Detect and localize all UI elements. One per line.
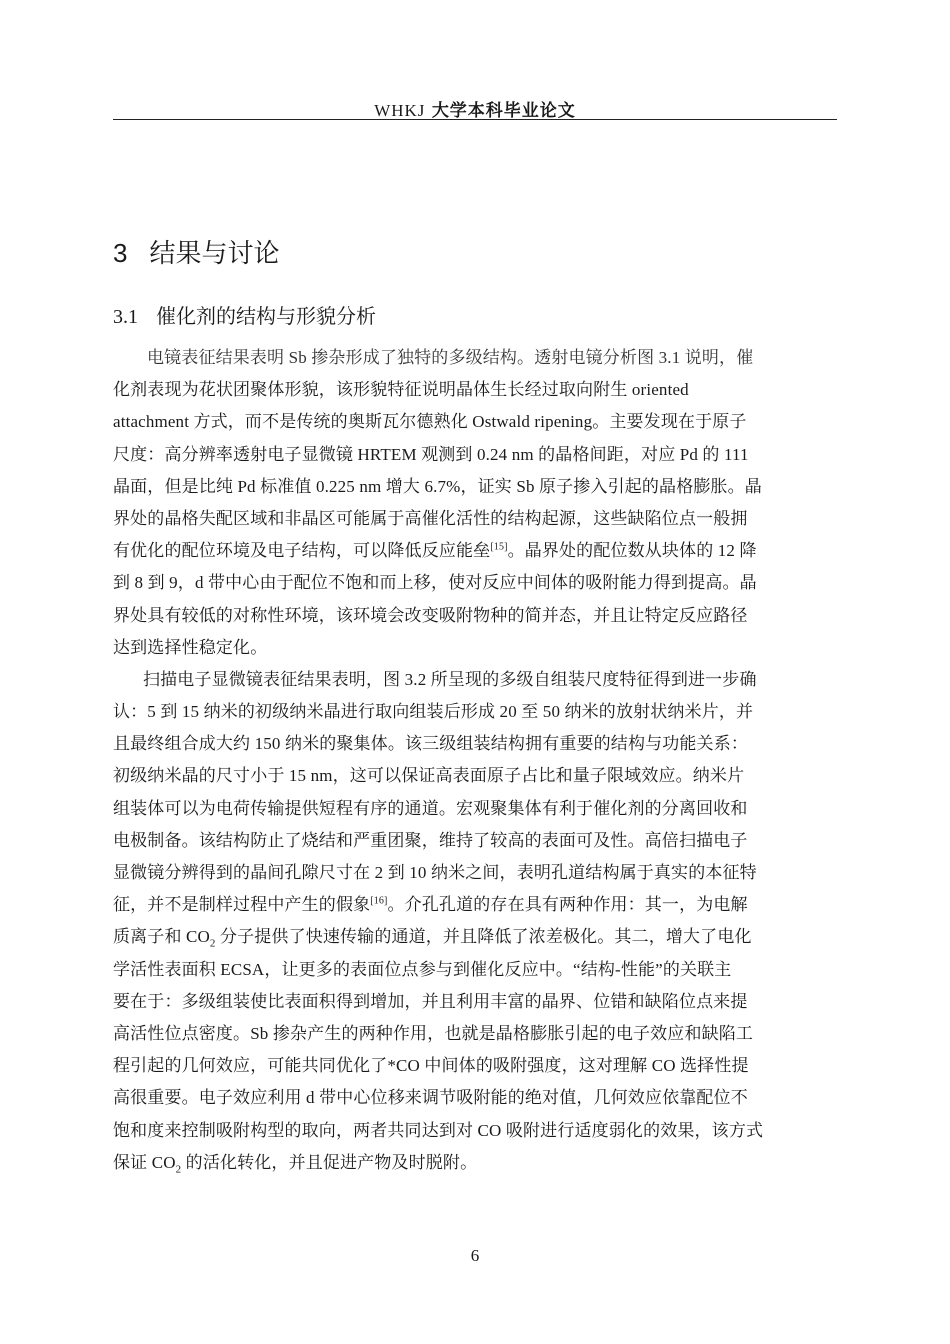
text-line: 界处的晶格失配区域和非晶区可能属于高催化活性的结构起源，这些缺陷位点一般拥 bbox=[113, 508, 748, 528]
subscript: 2 bbox=[175, 1163, 182, 1176]
text-line: 认：5 到 15 纳米的初级纳米晶进行取向组装后形成 20 至 50 纳米的放射状纳米片，并 bbox=[113, 702, 754, 722]
text-line: 扫描电子显微镜表征结果表明，图 3.2 所呈现的多级自组装尺度特征得到进一步确 bbox=[143, 669, 757, 689]
header-rule bbox=[113, 119, 837, 120]
text-line: 要在于：多级组装使比表面积得到增加，并且利用丰富的晶界、位错和缺陷位点来提 bbox=[113, 991, 748, 1011]
chapter-number: 3 bbox=[113, 238, 128, 268]
section-heading bbox=[113, 300, 376, 329]
text-line: 尺度：高分辨率透射电子显微镜 HRTEM 观测到 0.24 nm 的晶格间距，对应 Pd 的 111 bbox=[113, 444, 749, 464]
text-line: 电极制备。该结构防止了烧结和严重团聚，维持了较高的表面可及性。高倍扫描电子 bbox=[113, 830, 748, 850]
text-line: 学活性表面积 ECSA，让更多的表面位点参与到催化反应中。“结构-性能”的关联主 bbox=[113, 959, 732, 979]
text-line: 电镜表征结果表明 Sb 掺杂形成了独特的多级结构。透射电镜分析图 3.1 说明，催 bbox=[147, 348, 754, 367]
text-line: 晶面，但是比纯 Pd 标准值 0.225 nm 增大 6.7%，证实 Sb 原子掺入引起的晶格膨胀。晶 bbox=[113, 476, 762, 496]
paragraph-2 bbox=[113, 664, 837, 1179]
text-line: 程引起的几何效应，可能共同优化了*CO 中间体的吸附强度，这对理解 CO 选择性提 bbox=[113, 1056, 749, 1076]
body-text bbox=[113, 342, 837, 1179]
page-header bbox=[113, 96, 837, 120]
citation-marker: [16] bbox=[370, 895, 388, 907]
text-line: 到 8 到 9，d 带中心由于配位不饱和而上移，使对反应中间体的吸附能力得到提高。晶 bbox=[113, 573, 757, 593]
text-span: 征，并不是制样过程中产生的假象 bbox=[113, 895, 371, 915]
text-line: 初级纳米晶的尺寸小于 15 nm，这可以保证高表面原子占比和量子限域效应。纳米片 bbox=[113, 766, 745, 786]
citation-marker: [15] bbox=[490, 541, 508, 553]
text-line: 达到选择性稳定化。 bbox=[113, 637, 268, 657]
text-span: 有优化的配位环境及电子结构，可以降低反应能垒 bbox=[113, 541, 491, 561]
text-line: 显微镜分辨得到的晶间孔隙尺寸在 2 到 10 纳米之间，表明孔道结构属于真实的本征特 bbox=[113, 863, 757, 882]
text-span: 分子提供了快速传输的通道，并且降低了浓差极化。其二，增大了电化 bbox=[215, 927, 752, 947]
header-title: 大学本科毕业论文 bbox=[431, 101, 576, 121]
text-span: 的活化转化，并且促进产物及时脱附。 bbox=[181, 1152, 478, 1172]
header-latin: WHKJ bbox=[374, 101, 426, 120]
text-span: 保证 CO bbox=[113, 1152, 176, 1172]
page-number: 6 bbox=[470, 1246, 480, 1265]
chapter-heading bbox=[113, 233, 279, 270]
text-line bbox=[113, 889, 837, 921]
text-line bbox=[113, 1147, 837, 1179]
subscript: 2 bbox=[209, 937, 216, 950]
text-span: 质离子和 CO bbox=[113, 927, 210, 947]
text-line: 高很重要。电子效应利用 d 带中心位移来调节吸附能的绝对值，几何效应依靠配位不 bbox=[113, 1088, 748, 1108]
text-line: 饱和度来控制吸附构型的取向，两者共同达到对 CO 吸附进行适度弱化的效果，该方式 bbox=[113, 1120, 764, 1140]
chapter-title: 结果与讨论 bbox=[149, 239, 280, 269]
text-span: 。晶界处的配位数从块体的 12 降 bbox=[507, 541, 757, 561]
text-line: 高活性位点密度。Sb 掺杂产生的两种作用，也就是晶格膨胀引起的电子效应和缺陷工 bbox=[113, 1023, 754, 1043]
section-number: 3.1 bbox=[113, 306, 138, 328]
section-title: 催化剂的结构与形貌分析 bbox=[156, 304, 376, 328]
text-span: 。介孔孔道的存在具有两种作用：其一，为电解 bbox=[387, 895, 748, 915]
paragraph-1 bbox=[113, 342, 837, 664]
text-line: 且最终组合成大约 150 纳米的聚集体。该三级组装结构拥有重要的结构与功能关系： bbox=[113, 734, 748, 754]
text-line bbox=[113, 535, 837, 567]
text-line: 界处具有较低的对称性环境，该环境会改变吸附物种的简并态，并且让特定反应路径 bbox=[113, 605, 748, 625]
text-line bbox=[113, 921, 837, 953]
text-line: 组装体可以为电荷传输提供短程有序的通道。宏观聚集体有利于催化剂的分离回收和 bbox=[113, 798, 748, 818]
text-line: attachment 方式，而不是传统的奥斯瓦尔德熟化 Ostwald ripening。主要发现在于原子 bbox=[113, 412, 747, 432]
text-line: 化剂表现为花状团聚体形貌，该形貌特征说明晶体生长经过取向附生 oriented bbox=[113, 380, 689, 400]
